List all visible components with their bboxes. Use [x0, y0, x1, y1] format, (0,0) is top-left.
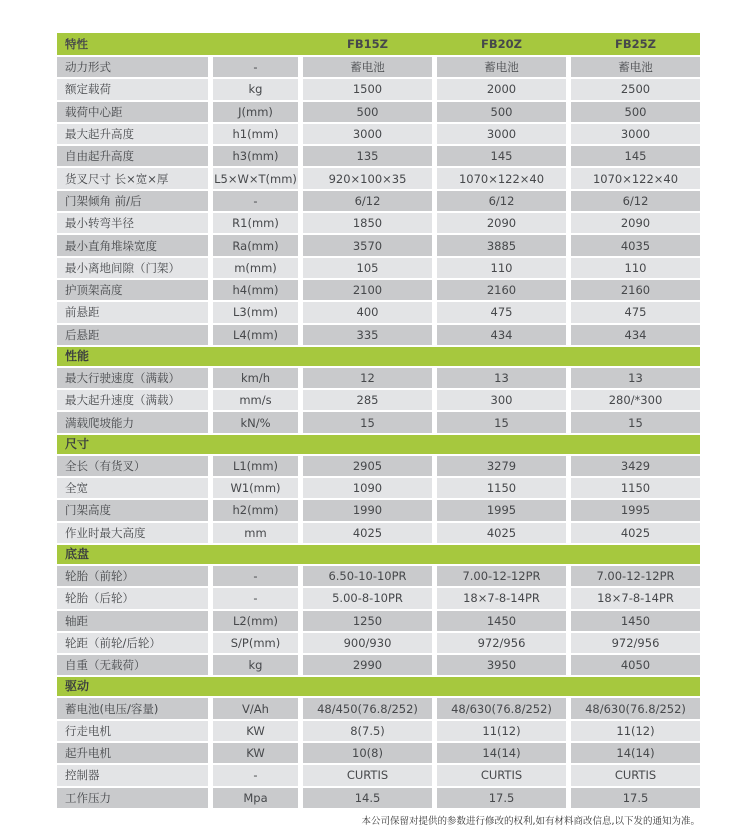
spec-label-cell: 护顶架高度 [57, 280, 208, 300]
section-rows [57, 368, 700, 433]
spec-value-cell: 3570 [303, 235, 432, 255]
spec-unit-cell: - [213, 191, 298, 211]
spec-value-cell: 900/930 [303, 633, 432, 653]
spec-value-cell: 2160 [571, 280, 700, 300]
spec-row [57, 368, 700, 388]
spec-row [57, 57, 700, 77]
spec-value-cell: 蓄电池 [571, 57, 700, 77]
spec-value-cell: 500 [303, 102, 432, 122]
header-model-fb20z: FB20Z [481, 37, 522, 51]
spec-value-cell: 1500 [303, 79, 432, 99]
spec-row [57, 280, 700, 300]
spec-unit-cell: - [213, 588, 298, 608]
spec-value-cell: 13 [437, 368, 566, 388]
spec-value-cell: 5.00-8-10PR [303, 588, 432, 608]
spec-row [57, 325, 700, 345]
spec-section [57, 545, 700, 675]
spec-label-cell: 最小直角堆垛宽度 [57, 235, 208, 255]
spec-value-cell: 7.00-12-12PR [571, 566, 700, 586]
spec-value-cell: 1450 [437, 611, 566, 631]
spec-unit-cell: - [213, 765, 298, 785]
spec-label-cell: 动力形式 [57, 57, 208, 77]
spec-row [57, 788, 700, 808]
spec-value-cell: 972/956 [437, 633, 566, 653]
spec-section [57, 347, 700, 433]
spec-row [57, 213, 700, 233]
spec-row [57, 146, 700, 166]
spec-value-cell: 3885 [437, 235, 566, 255]
header-model-fb25z: FB25Z [615, 37, 656, 51]
spec-value-cell: 2500 [571, 79, 700, 99]
spec-row [57, 523, 700, 543]
spec-value-cell: 18×7-8-14PR [571, 588, 700, 608]
spec-unit-cell: Mpa [213, 788, 298, 808]
section-rows [57, 566, 700, 675]
spec-label-cell: 蓄电池(电压/容量) [57, 698, 208, 718]
spec-value-cell: 1990 [303, 500, 432, 520]
spec-row [57, 588, 700, 608]
table-header-row [57, 33, 700, 55]
spec-row [57, 102, 700, 122]
spec-value-cell: 135 [303, 146, 432, 166]
spec-label-cell: 自重（无载荷） [57, 655, 208, 675]
spec-value-cell: 6/12 [303, 191, 432, 211]
spec-label-cell: 载荷中心距 [57, 102, 208, 122]
section-header: 底盘 [57, 545, 700, 564]
spec-value-cell: 4025 [571, 523, 700, 543]
spec-row [57, 633, 700, 653]
spec-value-cell: 400 [303, 302, 432, 322]
spec-value-cell: 1995 [571, 500, 700, 520]
spec-value-cell: 蓄电池 [303, 57, 432, 77]
spec-value-cell: 7.00-12-12PR [437, 566, 566, 586]
spec-value-cell: 3429 [571, 456, 700, 476]
spec-unit-cell: Ra(mm) [213, 235, 298, 255]
spec-unit-cell: mm/s [213, 390, 298, 410]
spec-value-cell: 48/630(76.8/252) [571, 698, 700, 718]
spec-value-cell: 110 [437, 258, 566, 278]
spec-label-cell: 最大行驶速度（满载） [57, 368, 208, 388]
spec-row [57, 258, 700, 278]
spec-label-cell: 门架倾角 前/后 [57, 191, 208, 211]
spec-unit-cell: h2(mm) [213, 500, 298, 520]
spec-label-cell: 满载爬坡能力 [57, 412, 208, 432]
spec-label-cell: 门架高度 [57, 500, 208, 520]
spec-row [57, 698, 700, 718]
spec-row [57, 390, 700, 410]
spec-value-cell: 11(12) [437, 721, 566, 741]
spec-value-cell: 475 [437, 302, 566, 322]
spec-value-cell: 2160 [437, 280, 566, 300]
spec-value-cell: CURTIS [571, 765, 700, 785]
spec-label-cell: 起升电机 [57, 743, 208, 763]
spec-value-cell: 12 [303, 368, 432, 388]
spec-value-cell: 500 [571, 102, 700, 122]
spec-unit-cell: L3(mm) [213, 302, 298, 322]
spec-section [57, 677, 700, 807]
spec-label-cell: 轮距（前轮/后轮） [57, 633, 208, 653]
spec-unit-cell: R1(mm) [213, 213, 298, 233]
spec-value-cell: 1850 [303, 213, 432, 233]
spec-value-cell: 145 [571, 146, 700, 166]
spec-value-cell: 1090 [303, 478, 432, 498]
section-rows [57, 698, 700, 807]
spec-section [57, 435, 700, 543]
spec-unit-cell: kg [213, 79, 298, 99]
spec-row [57, 191, 700, 211]
spec-value-cell: 285 [303, 390, 432, 410]
spec-unit-cell: - [213, 566, 298, 586]
spec-value-cell: 4025 [303, 523, 432, 543]
spec-label-cell: 作业时最大高度 [57, 523, 208, 543]
spec-unit-cell: J(mm) [213, 102, 298, 122]
spec-value-cell: 3950 [437, 655, 566, 675]
spec-value-cell: CURTIS [437, 765, 566, 785]
spec-row [57, 124, 700, 144]
spec-value-cell: 48/630(76.8/252) [437, 698, 566, 718]
spec-label-cell: 全宽 [57, 478, 208, 498]
spec-label-cell: 前悬距 [57, 302, 208, 322]
spec-value-cell: 434 [437, 325, 566, 345]
spec-value-cell: 145 [437, 146, 566, 166]
spec-unit-cell: L5×W×T(mm) [213, 168, 298, 188]
spec-value-cell: 3279 [437, 456, 566, 476]
spec-value-cell: 3000 [437, 124, 566, 144]
spec-value-cell: 1070×122×40 [437, 168, 566, 188]
spec-value-cell: CURTIS [303, 765, 432, 785]
spec-label-cell: 后悬距 [57, 325, 208, 345]
spec-value-cell: 280/*300 [571, 390, 700, 410]
spec-label-cell: 工作压力 [57, 788, 208, 808]
spec-value-cell: 8(7.5) [303, 721, 432, 741]
spec-table [57, 33, 700, 810]
spec-value-cell: 6/12 [571, 191, 700, 211]
header-feature-label: 特性 [65, 37, 88, 51]
spec-value-cell: 6.50-10-10PR [303, 566, 432, 586]
spec-value-cell: 335 [303, 325, 432, 345]
spec-value-cell: 475 [571, 302, 700, 322]
spec-value-cell: 2100 [303, 280, 432, 300]
spec-row [57, 168, 700, 188]
spec-unit-cell: h4(mm) [213, 280, 298, 300]
spec-value-cell: 14(14) [437, 743, 566, 763]
spec-label-cell: 轴距 [57, 611, 208, 631]
spec-table-body [57, 57, 700, 808]
spec-label-cell: 最小转弯半径 [57, 213, 208, 233]
spec-value-cell: 1995 [437, 500, 566, 520]
spec-row [57, 302, 700, 322]
spec-unit-cell: W1(mm) [213, 478, 298, 498]
spec-row [57, 655, 700, 675]
section-header: 性能 [57, 347, 700, 366]
spec-value-cell: 3000 [303, 124, 432, 144]
spec-unit-cell: L1(mm) [213, 456, 298, 476]
spec-value-cell: 105 [303, 258, 432, 278]
spec-value-cell: 1250 [303, 611, 432, 631]
spec-unit-cell: L4(mm) [213, 325, 298, 345]
spec-value-cell: 920×100×35 [303, 168, 432, 188]
spec-label-cell: 最小离地间隙（门架） [57, 258, 208, 278]
spec-unit-cell: S/P(mm) [213, 633, 298, 653]
spec-value-cell: 1150 [571, 478, 700, 498]
spec-value-cell: 4035 [571, 235, 700, 255]
spec-unit-cell: mm [213, 523, 298, 543]
header-model-fb15z: FB15Z [347, 37, 388, 51]
spec-unit-cell: KW [213, 721, 298, 741]
spec-value-cell: 14.5 [303, 788, 432, 808]
spec-row [57, 611, 700, 631]
spec-row [57, 765, 700, 785]
spec-value-cell: 15 [437, 412, 566, 432]
spec-section [57, 57, 700, 345]
spec-row [57, 79, 700, 99]
spec-label-cell: 自由起升高度 [57, 146, 208, 166]
spec-label-cell: 行走电机 [57, 721, 208, 741]
spec-value-cell: 972/956 [571, 633, 700, 653]
spec-value-cell: 10(8) [303, 743, 432, 763]
spec-unit-cell: m(mm) [213, 258, 298, 278]
spec-value-cell: 1450 [571, 611, 700, 631]
spec-row [57, 456, 700, 476]
spec-label-cell: 货叉尺寸 长×宽×厚 [57, 168, 208, 188]
spec-value-cell: 1150 [437, 478, 566, 498]
spec-unit-cell: kg [213, 655, 298, 675]
spec-value-cell: 13 [571, 368, 700, 388]
spec-label-cell: 最大起升速度（满载） [57, 390, 208, 410]
spec-value-cell: 15 [571, 412, 700, 432]
spec-value-cell: 6/12 [437, 191, 566, 211]
spec-label-cell: 全长（有货叉） [57, 456, 208, 476]
spec-unit-cell: V/Ah [213, 698, 298, 718]
spec-value-cell: 2905 [303, 456, 432, 476]
section-rows [57, 456, 700, 543]
spec-value-cell: 17.5 [571, 788, 700, 808]
spec-value-cell: 2000 [437, 79, 566, 99]
spec-label-cell: 控制器 [57, 765, 208, 785]
spec-value-cell: 3000 [571, 124, 700, 144]
spec-label-cell: 轮胎（后轮） [57, 588, 208, 608]
spec-unit-cell: h3(mm) [213, 146, 298, 166]
spec-value-cell: 17.5 [437, 788, 566, 808]
spec-value-cell: 2090 [437, 213, 566, 233]
spec-label-cell: 额定载荷 [57, 79, 208, 99]
spec-unit-cell: - [213, 57, 298, 77]
spec-value-cell: 11(12) [571, 721, 700, 741]
spec-value-cell: 110 [571, 258, 700, 278]
spec-value-cell: 18×7-8-14PR [437, 588, 566, 608]
spec-value-cell: 14(14) [571, 743, 700, 763]
spec-row [57, 743, 700, 763]
spec-label-cell: 最大起升高度 [57, 124, 208, 144]
spec-row [57, 721, 700, 741]
spec-row [57, 412, 700, 432]
section-rows [57, 57, 700, 345]
spec-unit-cell: km/h [213, 368, 298, 388]
spec-value-cell: 4025 [437, 523, 566, 543]
spec-unit-cell: kN/% [213, 412, 298, 432]
spec-row [57, 566, 700, 586]
spec-row [57, 235, 700, 255]
spec-row [57, 478, 700, 498]
spec-value-cell: 蓄电池 [437, 57, 566, 77]
footer-note: 本公司保留对提供的参数进行修改的权利,如有材料商改信息,以下发的通知为准。 [361, 816, 700, 827]
spec-value-cell: 434 [571, 325, 700, 345]
spec-value-cell: 2990 [303, 655, 432, 675]
spec-unit-cell: h1(mm) [213, 124, 298, 144]
spec-unit-cell: L2(mm) [213, 611, 298, 631]
spec-value-cell: 15 [303, 412, 432, 432]
section-header: 尺寸 [57, 435, 700, 454]
spec-value-cell: 500 [437, 102, 566, 122]
spec-value-cell: 48/450(76.8/252) [303, 698, 432, 718]
section-header: 驱动 [57, 677, 700, 696]
spec-value-cell: 300 [437, 390, 566, 410]
spec-value-cell: 4050 [571, 655, 700, 675]
spec-label-cell: 轮胎（前轮） [57, 566, 208, 586]
spec-value-cell: 2090 [571, 213, 700, 233]
spec-row [57, 500, 700, 520]
spec-value-cell: 1070×122×40 [571, 168, 700, 188]
spec-unit-cell: KW [213, 743, 298, 763]
